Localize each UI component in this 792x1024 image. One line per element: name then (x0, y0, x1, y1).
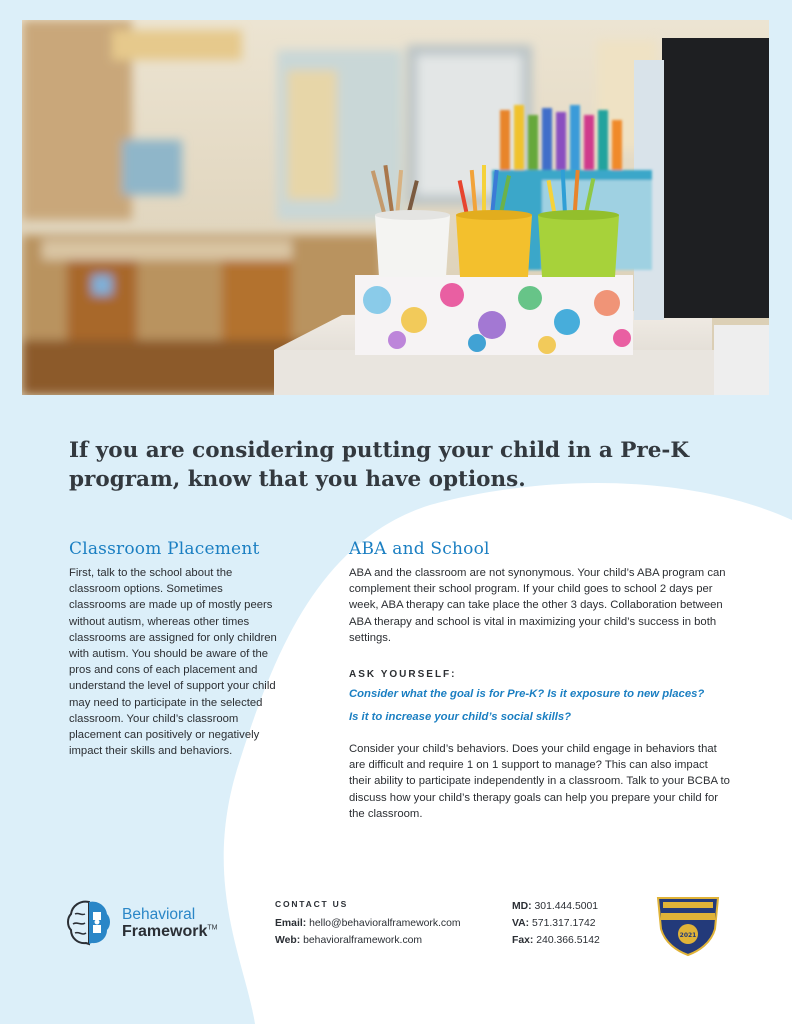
web-line (275, 935, 422, 946)
classroom-placement-text: First, talk to the school about the classroom options. Sometimes classrooms are made up of mostly peers without autism, whereas other times classrooms are assigned for only children with autism. You should be aware of the pros and cons of each placement and understand the level of support your child may need to participate in the selected classroom. Your child’s classroom placement can positively or negatively impact their skills and behaviors. (69, 567, 277, 758)
fax-number: 240.366.5142 (536, 935, 600, 946)
trademark: TM (207, 924, 218, 932)
md-phone[interactable]: 301.444.5001 (534, 901, 599, 912)
md-phone-line (512, 901, 598, 912)
classroom-placement-heading: Classroom Placement (69, 539, 260, 559)
brain-puzzle-icon (66, 898, 112, 948)
va-label: VA: (512, 918, 530, 929)
fax-line (512, 935, 600, 946)
badge-year: 2021 (679, 932, 697, 939)
behaviors-text: Consider your child’s behaviors. Does your child engage in behaviors that are difficult and require 1 on 1 support to manage? This can also impact their ability to participate independently in a classroom. Talk to your BCBA to discuss how your child’s therapy goals can help you prepare your child for the classroom. (349, 743, 730, 820)
aba-school-heading: ABA and School (349, 539, 490, 559)
email-label: Email: (275, 918, 307, 929)
md-label: MD: (512, 901, 532, 912)
classroom-photo (22, 20, 769, 395)
va-phone[interactable]: 571.317.1742 (532, 918, 596, 929)
ask-yourself-label: ASK YOURSELF: (349, 669, 457, 680)
behavioral-framework-logo (66, 896, 241, 952)
brand-line-1: Behavioral (122, 906, 196, 923)
email-link[interactable]: hello@behavioralframework.com (309, 918, 461, 929)
accreditation-seal-icon (653, 893, 723, 959)
va-phone-line (512, 918, 596, 929)
aba-school-text: ABA and the classroom are not synonymous. Your child’s ABA program can complement their school program. If your child goes to school 2 days per week, ABA therapy can take place the other 3 days. Collaboration between ABA therapy and school is vital in maximizing your child’s success in both settings. (349, 567, 726, 644)
contact-title: CONTACT US (275, 899, 349, 909)
ask-question-2: Is it to increase your child’s social skills? (349, 711, 572, 723)
email-line (275, 918, 461, 929)
fax-label: Fax: (512, 935, 534, 946)
headline: If you are considering putting your child in a Pre-K program, know that you have options. (69, 438, 690, 492)
brand-line-2 (122, 923, 217, 941)
web-link[interactable]: behavioralframework.com (303, 935, 423, 946)
brand-name: Framework (122, 923, 208, 940)
ask-question-1: Consider what the goal is for Pre-K? Is it exposure to new places? (349, 688, 705, 700)
web-label: Web: (275, 935, 301, 946)
